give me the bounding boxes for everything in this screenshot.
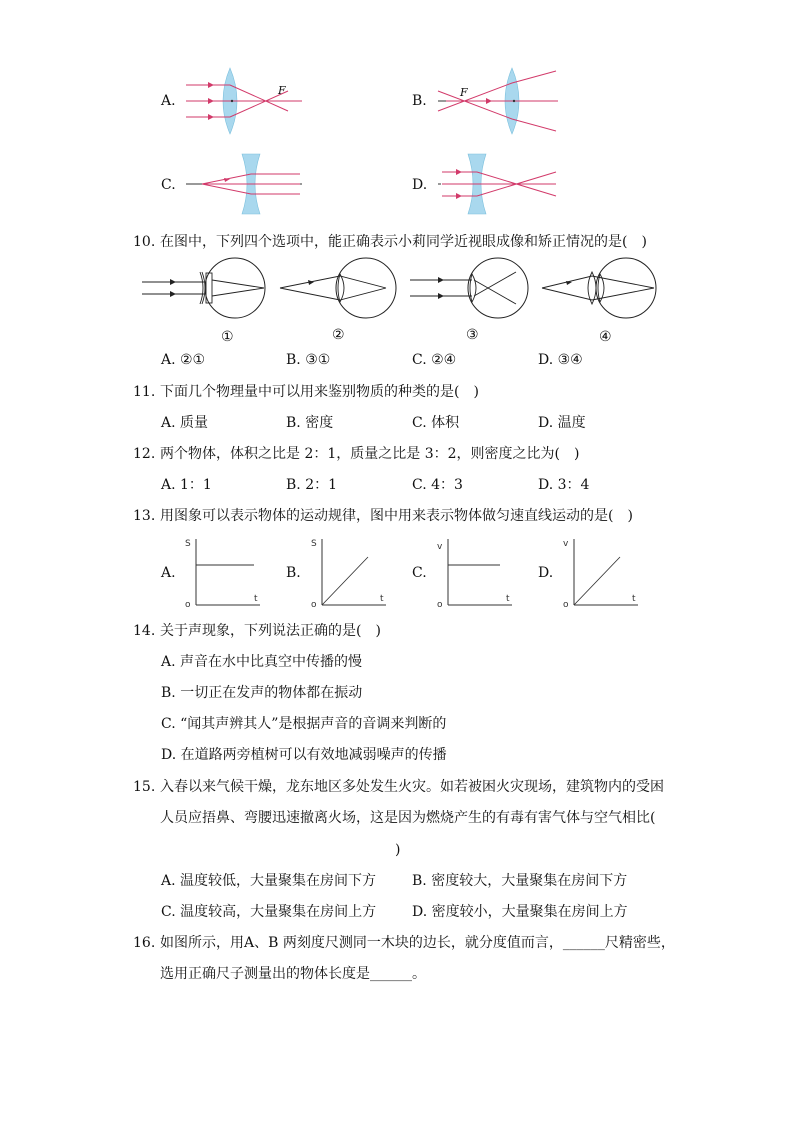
eye-diagram-2: [278, 258, 398, 320]
q10-option-c: C. ②④: [412, 352, 457, 368]
focus-label-b: F: [460, 86, 468, 99]
graph-d-y-label: v: [563, 539, 569, 549]
q10-option-a: A. ②①: [161, 352, 206, 368]
graph-d-x-label: t: [632, 594, 636, 604]
graph-a-origin: o: [185, 600, 191, 610]
q13-option-d: D.: [538, 565, 554, 581]
q11-number: 11.: [133, 384, 156, 400]
q10-option-d: D. ③④: [538, 352, 583, 368]
motion-graph-a: [182, 535, 262, 609]
option-b-label: B.: [412, 93, 427, 109]
option-a-label: A.: [161, 93, 176, 109]
graph-c-x-label: t: [506, 594, 510, 604]
q12-text: 两个物体，体积之比是 2：1，质量之比是 3：2，则密度之比为( ): [160, 446, 580, 462]
eye-label-4: ④: [599, 329, 612, 345]
q11-option-d: D. 温度: [538, 415, 586, 431]
q14-option-d: D. 在道路两旁植树可以有效地减弱噪声的传播: [161, 747, 447, 763]
q13-option-a: A.: [161, 565, 176, 581]
q15-option-d: D. 密度较小，大量聚集在房间上方: [412, 904, 628, 920]
graph-a-y-label: S: [185, 539, 191, 549]
q11-option-a: A. 质量: [161, 415, 209, 431]
graph-b-origin: o: [311, 600, 317, 610]
q13-number: 13.: [133, 508, 156, 524]
eye-label-2: ②: [332, 327, 345, 343]
graph-b-y-label: S: [311, 539, 317, 549]
q15-text-line1: 入春以来气候干燥，龙东地区多处发生火灾。如若被困火灾现场，建筑物内的受困: [160, 779, 664, 795]
convex-lens-diagram-b: [432, 66, 562, 136]
q13-text: 用图象可以表示物体的运动规律，图中用来表示物体做匀速直线运动的是( ): [160, 508, 633, 524]
eye-diagram-1: [140, 258, 268, 320]
option-d-label: D.: [412, 177, 428, 193]
q13-option-c: C.: [412, 565, 427, 581]
eye-diagram-4: [540, 258, 658, 320]
eye-label-3: ③: [466, 327, 479, 343]
q15-option-b: B. 密度较大，大量聚集在房间下方: [412, 873, 628, 889]
motion-graph-b: [308, 535, 388, 609]
concave-lens-diagram-c: [180, 152, 310, 216]
convex-lens-diagram-a: [180, 66, 310, 136]
q13-option-b: B.: [286, 565, 301, 581]
q11-text: 下面几个物理量中可以用来鉴别物质的种类的是( ): [160, 384, 479, 400]
focus-label-a: F: [278, 84, 286, 97]
q12-number: 12.: [133, 446, 156, 462]
q15-option-a: A. 温度较低，大量聚集在房间下方: [161, 873, 377, 889]
graph-b-x-label: t: [380, 594, 384, 604]
q16-text-line1: 如图所示，用A、B 两刻度尺测同一木块的边长，就分度值而言，______尺精密些，: [160, 935, 675, 951]
q15-option-c: C. 温度较高，大量聚集在房间上方: [161, 904, 377, 920]
concave-lens-diagram-d: [432, 152, 562, 216]
q15-text-line2: 人员应捂鼻、弯腰迅速撤离火场，这是因为燃烧产生的有毒有害气体与空气相比(: [160, 810, 656, 826]
q14-option-b: B. 一切正在发声的物体都在振动: [161, 685, 363, 701]
option-c-label: C.: [161, 177, 176, 193]
q12-option-b: B. 2：1: [286, 477, 338, 493]
q12-option-d: D. 3：4: [538, 477, 590, 493]
eye-diagram-3: [408, 258, 528, 320]
q10-option-b: B. ③①: [286, 352, 331, 368]
q12-option-a: A. 1：1: [161, 477, 212, 493]
q14-option-a: A. 声音在水中比真空中传播的慢: [161, 654, 363, 670]
q16-number: 16.: [133, 935, 156, 951]
q11-option-b: B. 密度: [286, 415, 334, 431]
q11-option-c: C. 体积: [412, 415, 460, 431]
q12-option-c: C. 4：3: [412, 477, 463, 493]
q14-text: 关于声现象，下列说法正确的是( ): [160, 623, 381, 639]
q10-number: 10.: [133, 234, 156, 250]
eye-label-1: ①: [221, 329, 234, 345]
graph-c-y-label: v: [437, 542, 443, 552]
motion-graph-d: [560, 535, 640, 609]
graph-a-x-label: t: [254, 594, 258, 604]
graph-c-origin: o: [437, 600, 443, 610]
q15-text-line3: ): [395, 842, 401, 858]
q10-text: 在图中，下列四个选项中，能正确表示小莉同学近视眼成像和矫正情况的是( ): [160, 234, 647, 250]
motion-graph-c: [434, 535, 514, 609]
q15-number: 15.: [133, 779, 156, 795]
q16-text-line2: 选用正确尺子测量出的物体长度是______。: [160, 966, 426, 982]
graph-d-origin: o: [563, 600, 569, 610]
q14-option-c: C. “闻其声辨其人”是根据声音的音调来判断的: [161, 716, 447, 732]
q14-number: 14.: [133, 623, 156, 639]
